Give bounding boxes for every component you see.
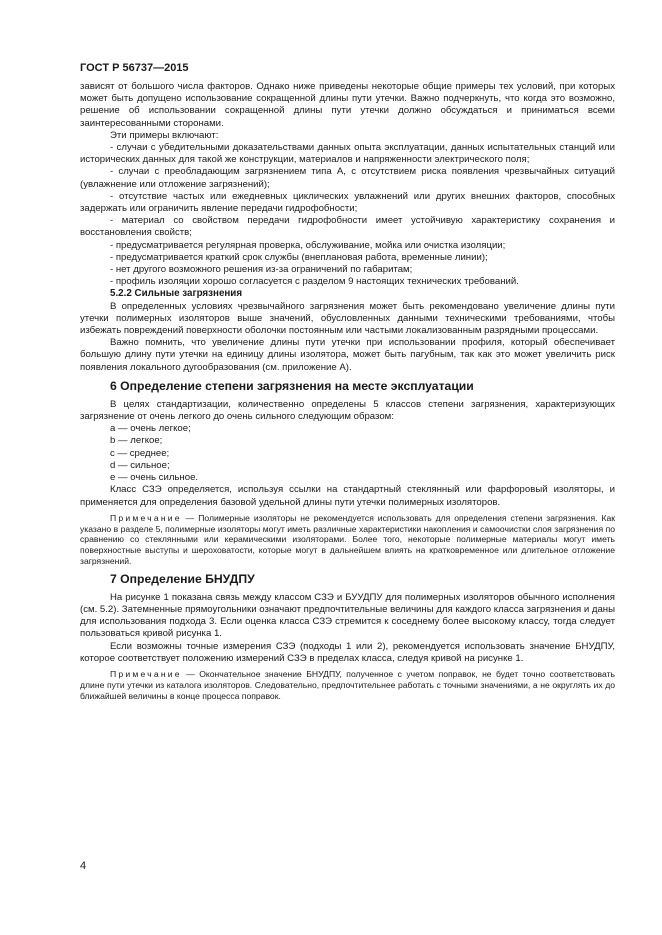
page-number: 4 — [80, 860, 87, 872]
section-6-paragraph: В целях стандартизации, количественно определены 5 классов степени загрязнения, характеризующих загрязнение от очень легкого до очень сильного следующим образом: — [80, 398, 615, 423]
example-item: - случаи с убедительными доказательствами данных опыта эксплуатации, данных испытательных станций или исторических данных для такой же конструкции, материалов и напряженности электрического поля; — [80, 142, 615, 166]
example-item: - нет другого возможного решения из-за ограничений по габаритам; — [110, 264, 413, 276]
standard-header: ГОСТ Р 56737—2015 — [80, 62, 189, 74]
section-5-2-2-paragraph: В определенных условиях чрезвычайного загрязнения может быть рекомендовано увеличение длины пути утечки полимерных изоляторов выше значений, обусловленных данными техническими требованиями, чтобы избежать повреждений поверхности оболочки постоянным или частыми локализованным разрядными процессами. — [80, 300, 615, 337]
section-6-paragraph: Класс СЗЭ определяется, используя ссылки на стандартный стеклянный или фарфоровый изоляторы, и применяется для определения базовой удельной длины пути утечки полимерных изоляторов. — [80, 484, 615, 508]
pollution-class-item: d — сильное; — [110, 459, 170, 471]
note-label: Примечание — [110, 512, 182, 523]
note-label: Примечание — [110, 668, 182, 679]
example-item: - предусматривается регулярная проверка, обслуживание, мойка или очистка изоляции; — [110, 239, 506, 251]
section-7-paragraph: На рисунке 1 показана связь между классом СЗЭ и БУУДПУ для полимерных изоляторов обычного исполнения (см. 5.2). Затемненные прямоугольники означают предпочтительные величины для каждого класса загрязнения и даны для использования подхода 3. Если оценка класса СЗЭ стремится к соседнему более высокому классу, тогда следует пользоваться кривой рисунка 1. — [80, 591, 615, 640]
pollution-class-item: е — очень сильное. — [110, 472, 199, 484]
section-7-heading: 7 Определение БНУДПУ — [110, 571, 255, 586]
pollution-class-item: b — легкое; — [110, 435, 163, 447]
examples-lead: Эти примеры включают: — [110, 129, 219, 141]
example-item: - предусматривается краткий срок службы (внеплановая работа, временные линии); — [110, 251, 488, 263]
pollution-class-item: а — очень легкое; — [110, 423, 191, 435]
intro-paragraph: зависят от большого числа факторов. Однако ниже приведены некоторые общие примеры тех условий, при которых может быть допущено использование сокращенной длины пути утечки. Важно подчеркнуть, что когда это возможно, решение об использовании сокращенной длины пути утечки должно обсуждаться и приниматься всеми заинтересованными сторонами. — [80, 81, 615, 129]
section-7-note — [80, 669, 615, 701]
section-5-2-2-paragraph: Важно помнить, что увеличение длины пути утечки при использовании профиля, который обеспечивает большую длину пути утечки на единицу длины изолятора, может быть пагубным, так как это может увеличить риск появления локального дугообразования (см. приложение А). — [80, 337, 615, 373]
section-7-paragraph: Если возможны точные измерения СЗЭ (подходы 1 или 2), рекомендуется использовать значение БНУДПУ, которое соответствует положению измерений СЗЭ в пределах класса, следуя кривой на рисунке 1. — [80, 640, 615, 664]
note-text: — Окончательное значение БНУДПУ, полученное с учетом поправок, не будет точно соответствовать длине пути утечки из каталога изоляторов. Следовательно, предпочтительнее работать с точными значениями, а не округлять их до ближайшей величины в конце процесса поправок. — [80, 668, 615, 701]
example-item: - материал со свойством передачи гидрофобности имеет устойчивую характеристику сохранения и восстановления свойств; — [80, 215, 615, 239]
section-6-note — [80, 513, 615, 567]
example-item: - отсутствие частых или ежедневных циклических увлажнений или других внешних факторов, способных задержать или ограничить явление передачи гидрофобности; — [80, 190, 615, 215]
page-body — [80, 81, 615, 705]
note-text: — Полимерные изоляторы не рекомендуется использовать для определения степени загрязнения. Как указано в разделе 5, полимерные изоляторы могут иметь различные характеристики накопления и самоочистки слоя загрязнения по сравнению со стеклянными или керамическими изоляторами. Более того, некоторые полимерные материалы могут иметь поверхностные выступы и шероховатости, которые могут в дальнейшем влиять на кратковременное или длительное отложение загрязнений. — [80, 512, 615, 566]
example-item: - случаи с преобладающим загрязнением типа А, с отсутствием риска появления чрезвычайных ситуаций (увлажнение или отложение загрязнений); — [80, 166, 615, 190]
pollution-class-item: с — среднее; — [110, 447, 170, 459]
section-6-heading: 6 Определение степени загрязнения на месте эксплуатации — [110, 378, 474, 393]
section-5-2-2-heading: 5.2.2 Сильные загрязнения — [110, 288, 243, 300]
example-item: - профиль изоляции хорошо согласуется с разделом 9 настоящих технических требований. — [110, 276, 519, 288]
